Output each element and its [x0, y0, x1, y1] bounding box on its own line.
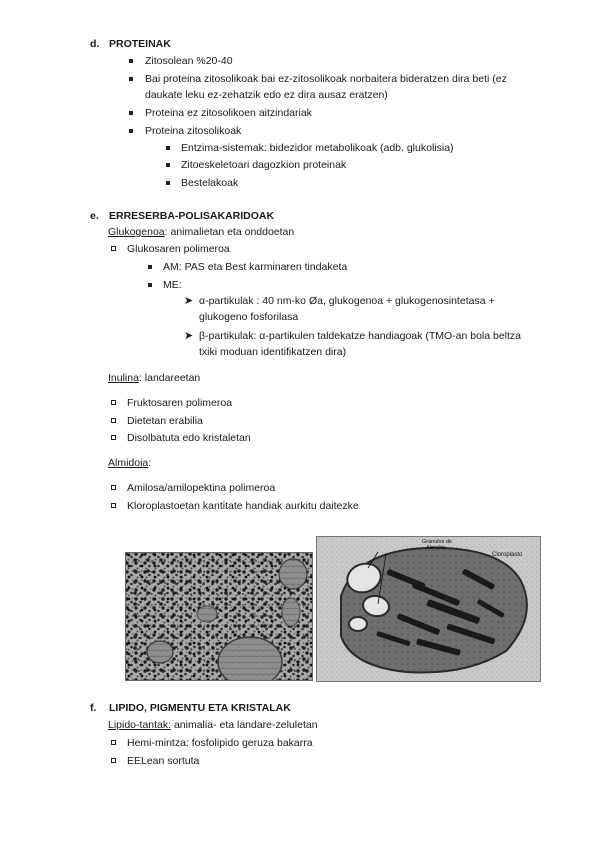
bullet-icon — [111, 418, 116, 423]
section-e-title: ERRESERBA-POLISAKARIDOAK — [109, 210, 275, 222]
figure-label-chloroplast: Cloroplasto — [492, 552, 523, 558]
sub-list-item: AM: PAS eta Best karminaren tindaketa — [163, 261, 348, 273]
bullet-icon — [111, 758, 116, 763]
list-item: Hemi-mintza: fosfolipido geruza bakarra — [127, 737, 313, 749]
lipido-label: Lipido-tantak: — [108, 719, 172, 731]
bullet-icon — [111, 400, 116, 405]
section-f-title: LIPIDO, PIGMENTU ETA KRISTALAK — [109, 702, 291, 714]
bullet-icon — [111, 485, 116, 490]
bullet-icon — [148, 265, 152, 269]
figure-label-granules-1: Gránulos de — [422, 539, 452, 545]
list-item: Amilosa/amilopektina polimeroa — [127, 482, 276, 494]
list-item: Fruktosaren polimeroa — [127, 397, 233, 409]
lipido-rest: animalia- eta landare-zeluletan — [171, 719, 318, 731]
inulina-line — [108, 370, 200, 386]
list-item: Kloroplastoetan kantitate handiak aurkitu daitezke — [127, 500, 359, 512]
glukogenoa-label: Glukogenoa — [108, 226, 165, 238]
bullet-icon — [166, 146, 170, 150]
section-f-letter: f. — [90, 702, 97, 714]
list-item: Zitosolean %20-40 — [145, 55, 233, 67]
bullet-icon — [129, 111, 133, 115]
lipido-line — [108, 717, 318, 733]
beta-line-2: txiki moduan identifikatzen dira) — [199, 346, 347, 358]
bullet-icon — [111, 435, 116, 440]
sub-list-item: Zitoeskeletoari dagozkion proteinak — [181, 159, 347, 171]
chloroplast-micrograph — [316, 536, 541, 682]
list-item: EELean sortuta — [127, 755, 200, 767]
bullet-icon — [166, 181, 170, 185]
list-item: daukate leku ez-zehatzik edo ez dira ausaz eratzen) — [145, 89, 388, 101]
section-d-title: PROTEINAK — [109, 38, 171, 50]
arrow-bullet-icon: ➤ — [184, 330, 194, 342]
glycogen-micrograph-svg — [125, 552, 313, 681]
figure-label-granules-2: Almidón — [426, 545, 446, 551]
list-item: Disolbatuta edo kristaletan — [127, 432, 251, 444]
sub-list-item: Bestelakoak — [181, 177, 239, 189]
inulina-rest: : landareetan — [138, 372, 201, 384]
bullet-icon — [111, 503, 116, 508]
bullet-icon — [129, 129, 133, 133]
glycogen-micrograph — [125, 552, 313, 681]
almidoia-label: Almidoia — [108, 457, 149, 469]
beta-line-1: β-partikulak: α-partikulen taldekatze handiagoak (TMO-an bola beltza — [199, 330, 522, 342]
bullet-icon — [166, 163, 170, 167]
bullet-icon — [129, 77, 133, 81]
glukogenoa-line — [108, 224, 294, 240]
list-item: Proteina ez zitosolikoen aitzindariak — [145, 107, 312, 119]
sub-list-item: Entzima-sistemak: bidezidor metabolikoak (adb. glukolisia) — [181, 142, 454, 154]
bullet-icon — [129, 59, 133, 63]
list-item: Proteina zitosolikoak — [145, 125, 242, 137]
bullet-icon — [111, 740, 116, 745]
section-d-letter: d. — [90, 38, 100, 50]
alpha-line-1: α-partikulak : 40 nm-ko Øa, glukogenoa + glukogenosintetasa + — [199, 295, 495, 307]
almidoia-line — [108, 455, 151, 471]
alpha-line-2: glukogeno fosforilasa — [199, 311, 299, 323]
list-item: Glukosaren polimeroa — [127, 243, 230, 255]
bullet-icon — [111, 246, 116, 251]
sub-list-item: ME: — [163, 279, 182, 291]
section-e-letter: e. — [90, 210, 99, 222]
almidoia-rest: : — [148, 457, 152, 469]
list-item: Bai proteina zitosolikoak bai ez-zitosolikoak norbaitera bideratzen dira beti (ez — [145, 73, 507, 85]
list-item: Dietetan erabilia — [127, 415, 203, 427]
glukogenoa-rest: : animalietan eta onddoetan — [164, 226, 295, 238]
inulina-label: Inulina — [108, 372, 139, 384]
bullet-icon — [148, 283, 152, 287]
arrow-bullet-icon: ➤ — [184, 295, 194, 307]
